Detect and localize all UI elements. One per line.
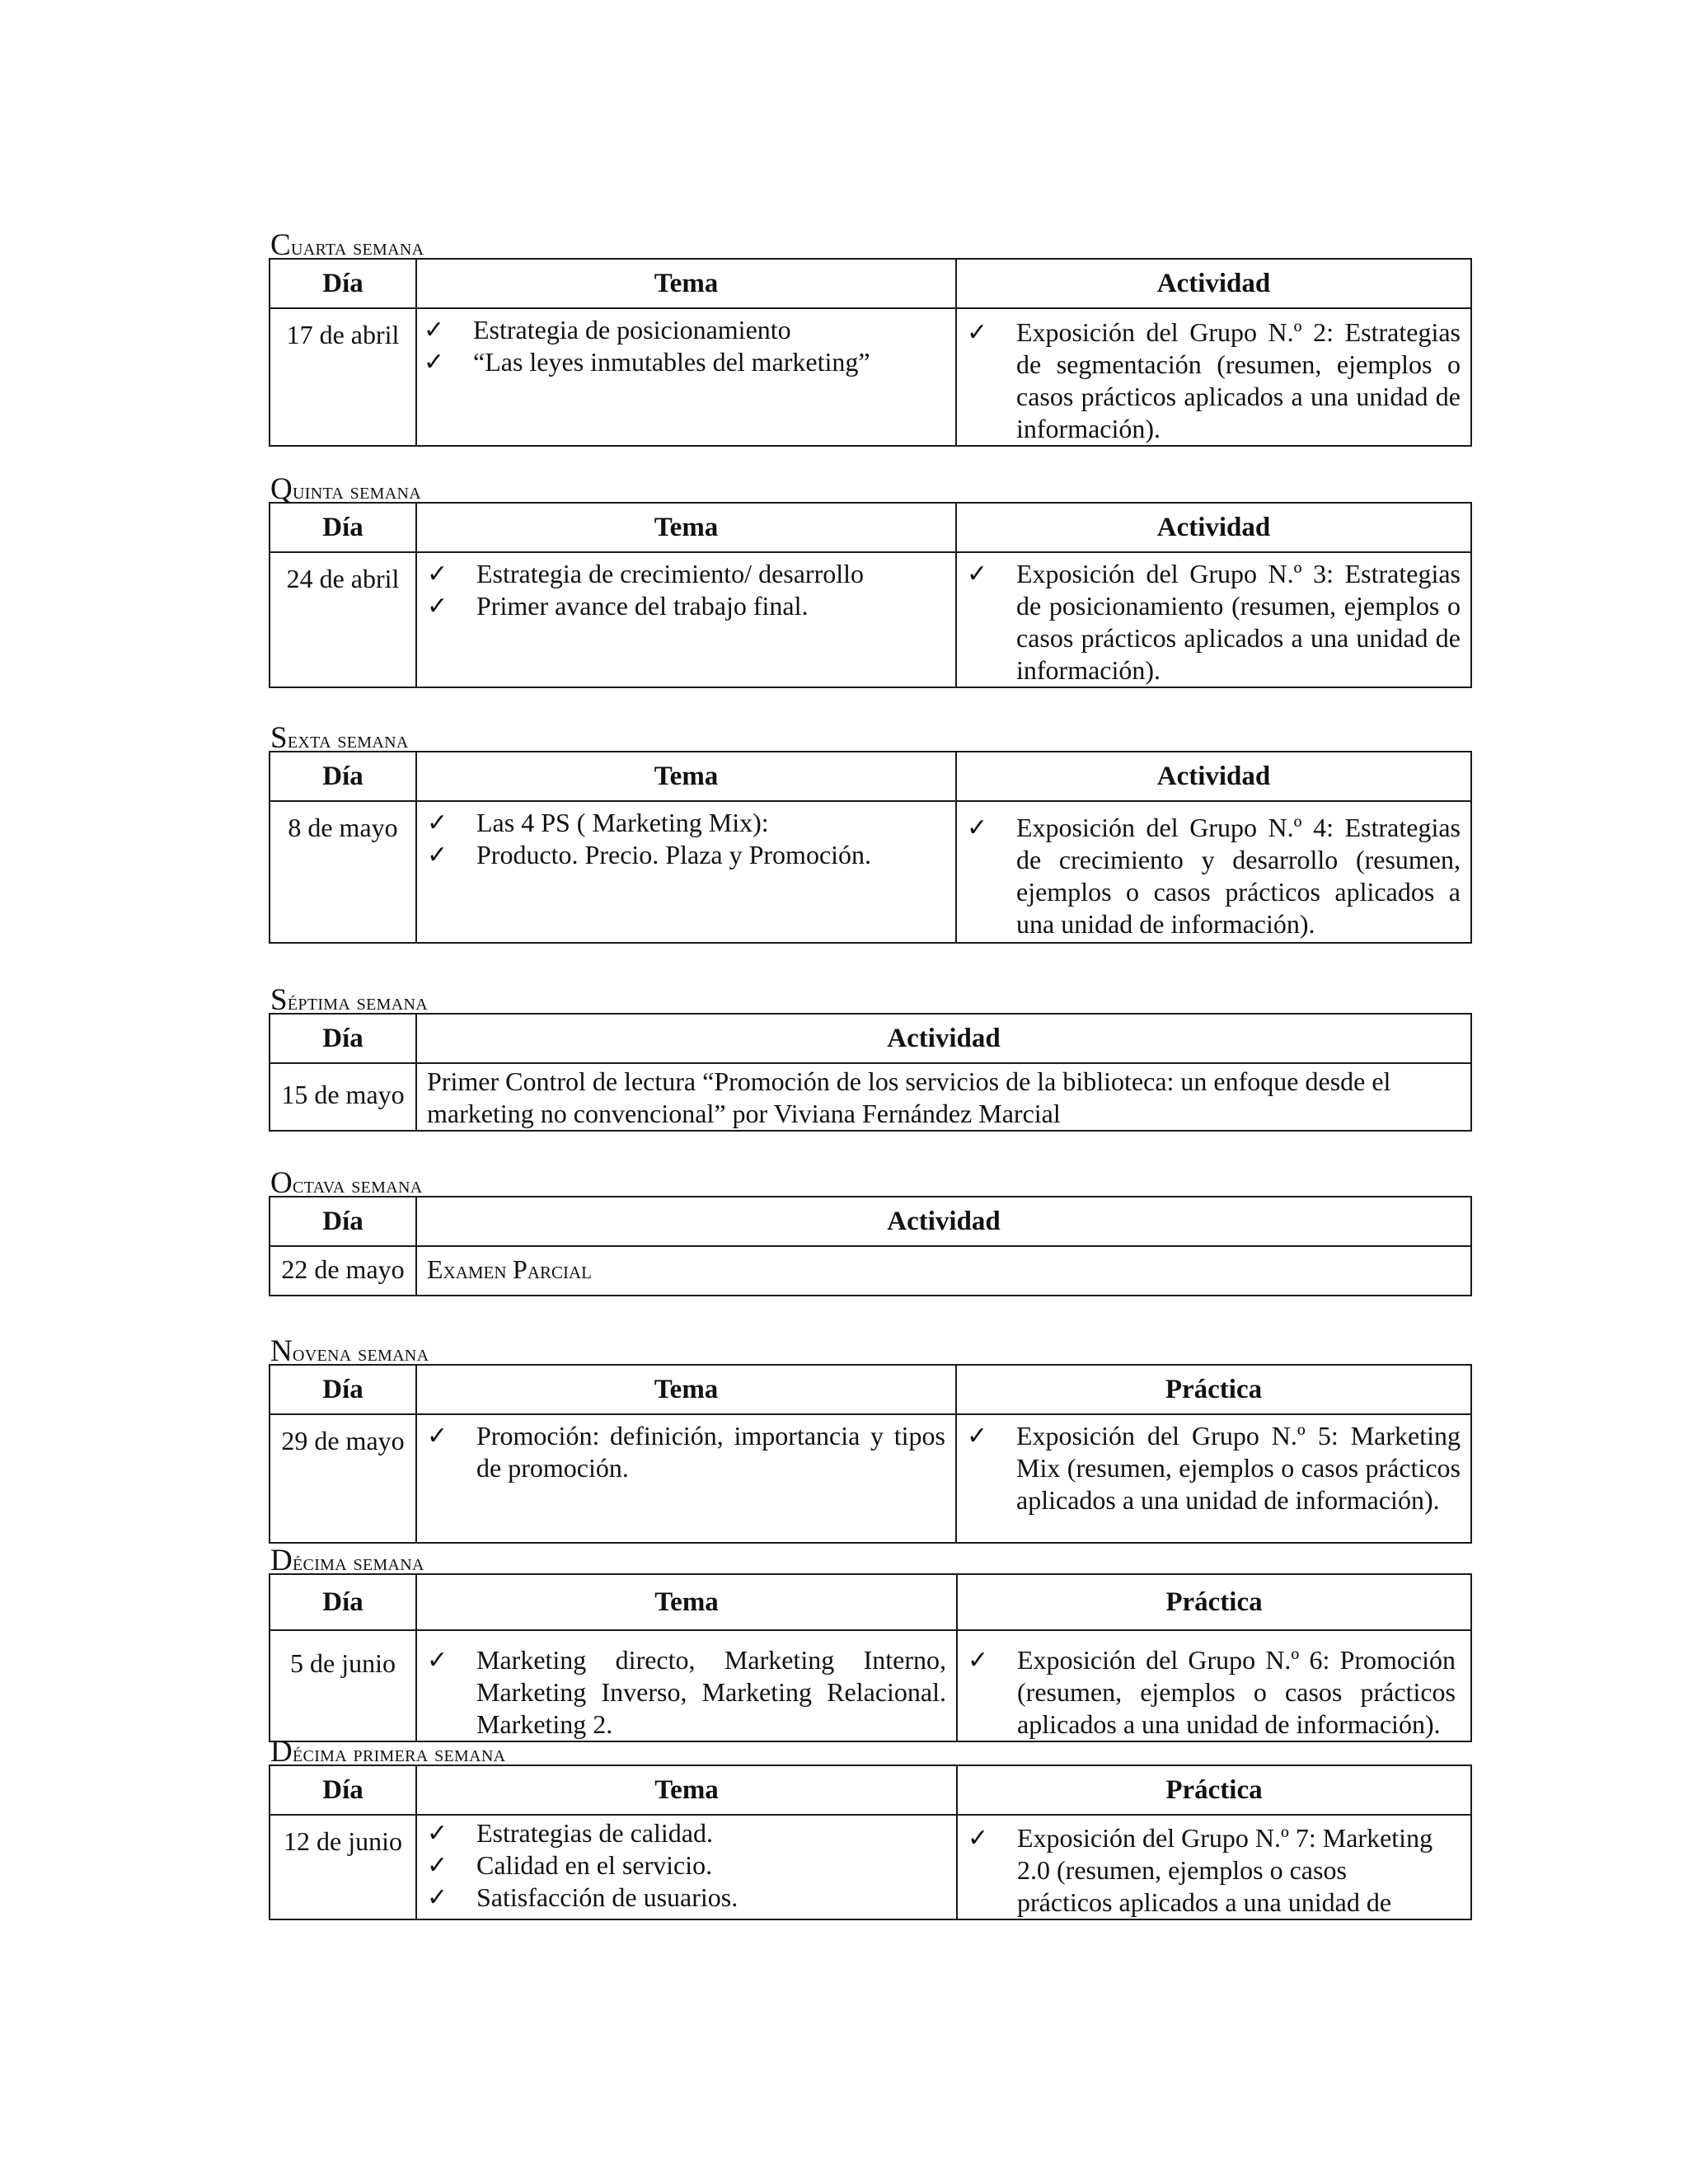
checkmark-icon: ✓ xyxy=(427,1883,448,1912)
checkmark-icon: ✓ xyxy=(967,560,988,588)
header-tema: Tema xyxy=(416,752,956,801)
list-item: ✓ Estrategias de calidad. xyxy=(427,1818,713,1848)
list-item: ✓ “Las leyes inmutables del marketing” xyxy=(424,347,870,377)
header-actividad: Actividad xyxy=(956,752,1471,801)
header-tema: Tema xyxy=(416,259,956,308)
header-actividad: Actividad xyxy=(416,1014,1471,1063)
header-dia: Día xyxy=(270,752,416,801)
list-item: ✓ Producto. Precio. Plaza y Promoción. xyxy=(427,840,872,869)
week-caption: Novena semana xyxy=(270,1334,429,1368)
header-dia: Día xyxy=(270,1197,416,1246)
day-cell: 24 de abril xyxy=(270,552,416,687)
checkmark-icon: ✓ xyxy=(427,1851,448,1880)
list-item: ✓ Exposición del Grupo N.º 5: Marketing Mix (resumen, ejemplos o casos prácticos aplicados a una unidad de información). xyxy=(967,1421,1461,1515)
header-tema: Tema xyxy=(416,503,956,552)
practica-cell xyxy=(957,1630,1471,1741)
checkmark-icon: ✓ xyxy=(968,1646,989,1675)
list-item: ✓ Promoción: definición, importancia y tipos de promoción. xyxy=(427,1421,945,1483)
header-dia: Día xyxy=(270,259,416,308)
list-item: ✓ Estrategia de posicionamiento xyxy=(424,315,791,344)
tema-cell xyxy=(416,1630,957,1741)
header-tema: Tema xyxy=(416,1365,956,1414)
checkmark-icon: ✓ xyxy=(967,1422,988,1451)
day-cell: 8 de mayo xyxy=(270,801,416,943)
list-item: ✓ Exposición del Grupo N.º 7: Marketing 2.0 (resumen, ejemplos o casos prácticos aplicados a una unidad de xyxy=(968,1823,1433,1917)
tema-cell xyxy=(416,1414,956,1543)
header-actividad: Actividad xyxy=(956,259,1471,308)
day-cell: 12 de junio xyxy=(270,1815,416,1919)
list-item: ✓ Marketing directo, Marketing Interno, Marketing Inverso, Marketing Relacional. Marketing 2. xyxy=(427,1645,946,1739)
checkmark-icon: ✓ xyxy=(968,1824,989,1853)
actividad-cell xyxy=(956,552,1471,687)
header-tema: Tema xyxy=(416,1574,957,1630)
day-cell: 17 de abril xyxy=(270,308,416,446)
tema-cell xyxy=(416,308,956,446)
day-cell: 22 de mayo xyxy=(270,1246,416,1296)
header-practica: Práctica xyxy=(957,1574,1471,1630)
checkmark-icon: ✓ xyxy=(427,1422,448,1451)
schedule-table xyxy=(269,751,1472,944)
header-dia: Día xyxy=(270,1765,416,1815)
list-item: ✓ Calidad en el servicio. xyxy=(427,1850,713,1880)
list-item: ✓ Exposición del Grupo N.º 6: Promoción (resumen, ejemplos o casos prácticos aplicados a una unidad de información). xyxy=(968,1645,1456,1739)
list-item: ✓ Estrategia de crecimiento/ desarrollo xyxy=(427,559,865,588)
practica-cell xyxy=(956,1414,1471,1543)
header-dia: Día xyxy=(270,503,416,552)
schedule-table xyxy=(269,1765,1472,1920)
list-item: ✓ Primer avance del trabajo final. xyxy=(427,591,809,621)
schedule-table xyxy=(269,1364,1472,1544)
checkmark-icon: ✓ xyxy=(427,841,448,869)
header-practica: Práctica xyxy=(957,1765,1471,1815)
week-caption: Quinta semana xyxy=(270,472,421,506)
week-caption: Décima primera semana xyxy=(270,1735,506,1769)
day-cell: 29 de mayo xyxy=(270,1414,416,1543)
checkmark-icon: ✓ xyxy=(427,560,448,588)
tema-cell xyxy=(416,801,956,943)
list-item: ✓ Satisfacción de usuarios. xyxy=(427,1882,738,1912)
header-tema: Tema xyxy=(416,1765,957,1815)
actividad-cell: Examen Parcial xyxy=(416,1246,1471,1296)
tema-cell xyxy=(416,1815,957,1919)
tema-cell xyxy=(416,552,956,687)
header-dia: Día xyxy=(270,1365,416,1414)
checkmark-icon: ✓ xyxy=(427,1819,448,1848)
day-cell: 15 de mayo xyxy=(270,1063,416,1131)
week-caption: Sexta semana xyxy=(270,721,409,755)
schedule-table xyxy=(269,1013,1472,1132)
header-actividad: Actividad xyxy=(416,1197,1471,1246)
week-caption: Décima semana xyxy=(270,1544,424,1577)
schedule-table xyxy=(269,502,1472,688)
checkmark-icon: ✓ xyxy=(427,808,448,837)
schedule-table xyxy=(269,1196,1472,1296)
practica-cell xyxy=(957,1815,1471,1919)
list-item: ✓ Exposición del Grupo N.º 2: Estrategias de segmentación (resumen, ejemplos o casos prácticos aplicados a una unidad de información). xyxy=(967,317,1461,443)
checkmark-icon: ✓ xyxy=(967,813,988,842)
actividad-cell: Primer Control de lectura “Promoción de los servicios de la biblioteca: un enfoque desde el marketing no convencional” por Viviana Fernández Marcial xyxy=(416,1063,1471,1131)
actividad-cell xyxy=(956,308,1471,446)
checkmark-icon: ✓ xyxy=(427,592,448,621)
checkmark-icon: ✓ xyxy=(424,348,445,377)
week-caption: Octava semana xyxy=(270,1166,423,1200)
day-cell: 5 de junio xyxy=(270,1630,416,1741)
checkmark-icon: ✓ xyxy=(967,318,988,347)
checkmark-icon: ✓ xyxy=(427,1646,448,1675)
week-caption: Séptima semana xyxy=(270,983,428,1017)
header-actividad: Actividad xyxy=(956,503,1471,552)
list-item: ✓ Exposición del Grupo N.º 4: Estrategias de crecimiento y desarrollo (resumen, ejemplos o casos prácticos aplicados a una unidad de información). xyxy=(967,813,1461,939)
header-dia: Día xyxy=(270,1574,416,1630)
list-item: ✓ Exposición del Grupo N.º 3: Estrategias de posicionamiento (resumen, ejemplos o casos prácticos aplicados a una unidad de información). xyxy=(967,559,1461,685)
week-caption: Cuarta semana xyxy=(270,228,424,262)
list-item: ✓ Las 4 PS ( Marketing Mix): xyxy=(427,808,769,837)
schedule-table xyxy=(269,1573,1472,1742)
header-dia: Día xyxy=(270,1014,416,1063)
schedule-table xyxy=(269,258,1472,447)
actividad-cell xyxy=(956,801,1471,943)
checkmark-icon: ✓ xyxy=(424,316,445,344)
header-practica: Práctica xyxy=(956,1365,1471,1414)
